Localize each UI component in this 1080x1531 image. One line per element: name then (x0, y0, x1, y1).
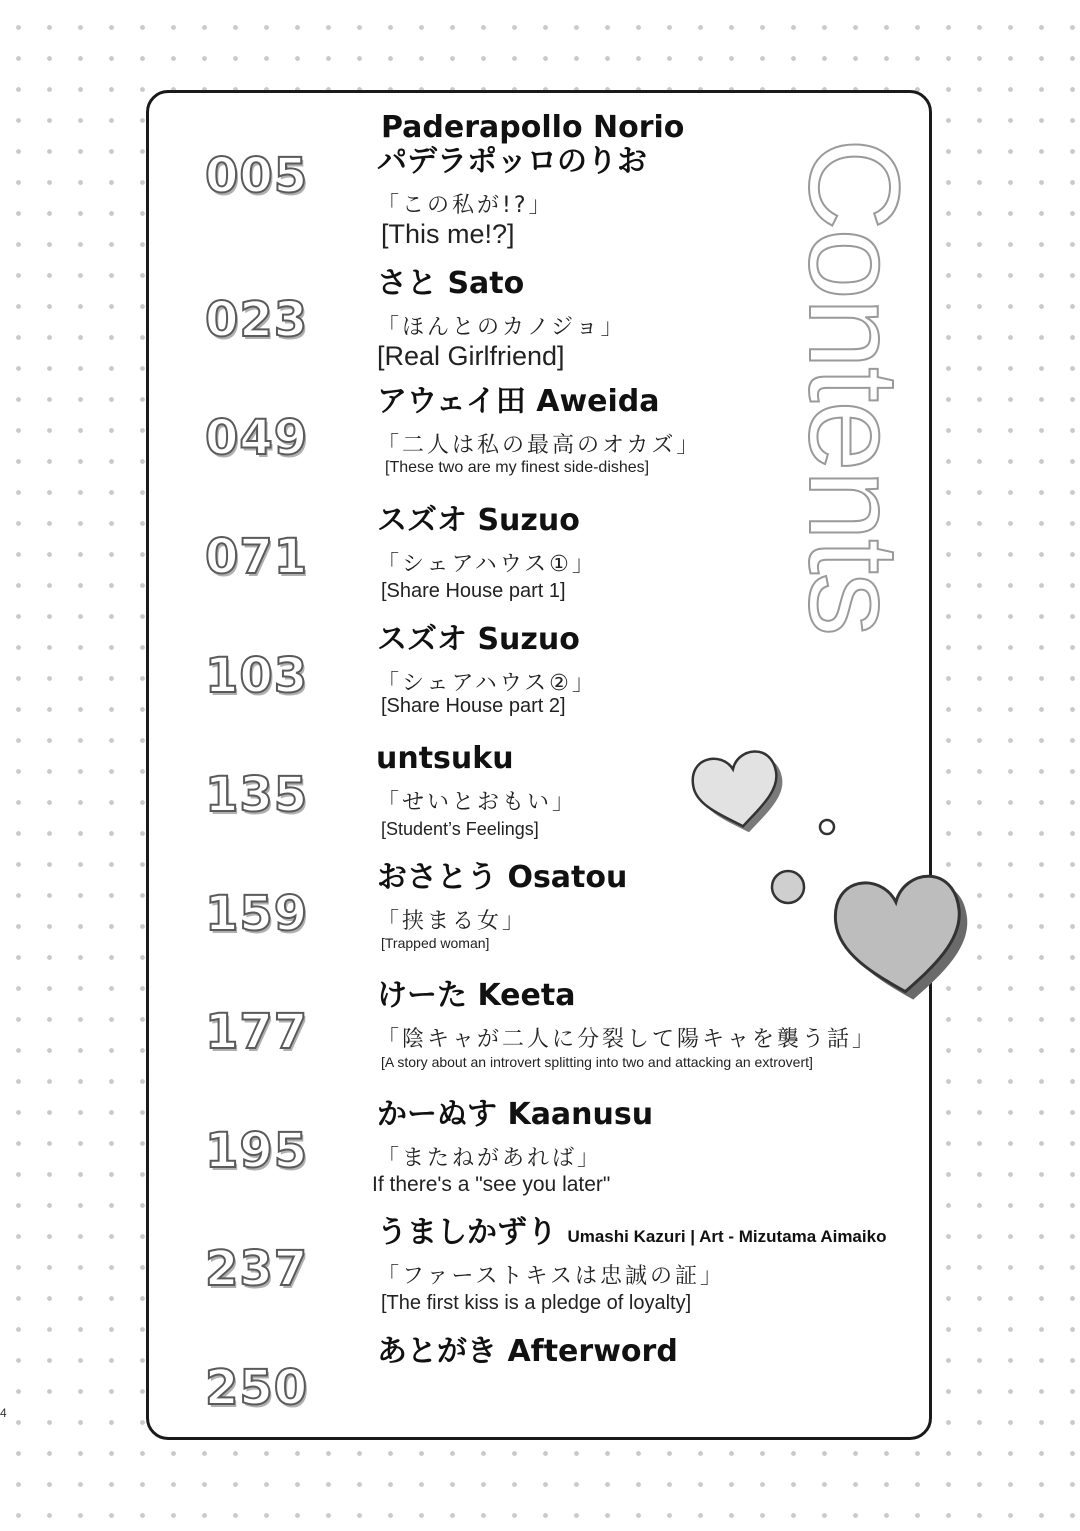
entry-title-jp: 「またねがあれば」 (377, 1146, 603, 1171)
entry-title-jp: 「シェアハウス②」 (377, 671, 597, 696)
entry-author: スズオ Suzuo (377, 503, 580, 538)
entry-title-en: [Share House part 1] (381, 580, 566, 602)
entry-title-en: [These two are my finest side-dishes] (385, 459, 650, 476)
toc-entry (0, 860, 1080, 978)
entry-title-en: [Real Girlfriend] (377, 341, 565, 371)
toc-entry (0, 384, 1080, 502)
entry-title-en: [Trapped woman] (381, 935, 490, 951)
entry-title-jp: 「せいとおもい」 (377, 790, 578, 815)
entry-page-number: 103 (205, 648, 309, 704)
entry-title-jp: 「シェアハウス①」 (377, 552, 597, 577)
entry-page-number: 135 (205, 767, 309, 823)
entry-page-number: 071 (205, 529, 309, 585)
entry-author: おさとう Osatou (377, 860, 628, 895)
entry-title-jp: 「ファーストキスは忠誠の証」 (377, 1264, 726, 1289)
entry-title-jp: 「陰キャが二人に分裂して陽キャを襲う話」 (377, 1027, 878, 1052)
toc-entry (0, 622, 1080, 740)
entry-author-jp: パデラポッロのりお (377, 144, 647, 179)
entry-title-jp: 「ほんとのカノジョ」 (377, 315, 626, 340)
entry-title-en: [A story about an introvert splitting into two and attacking an extrovert] (381, 1054, 813, 1070)
entry-author: けーた Keeta (377, 978, 576, 1013)
entry-title-en: [The first kiss is a pledge of loyalty] (381, 1292, 692, 1314)
toc-entry (0, 1097, 1080, 1215)
entry-author: さと Sato (377, 266, 525, 301)
entry-page-number: 159 (205, 886, 309, 942)
entry-page-number: 023 (205, 292, 309, 348)
toc-entry (0, 1334, 1080, 1452)
entry-page-number: 250 (205, 1360, 309, 1416)
toc-entry (0, 503, 1080, 621)
entry-title-jp: 「挟まる女」 (377, 909, 528, 934)
toc-entry (0, 110, 1080, 249)
entry-page-number: 005 (205, 148, 309, 204)
entry-title-en: [Student’s Feelings] (381, 819, 539, 839)
entry-author: スズオ Suzuo (377, 622, 580, 657)
contents-title: Contents (782, 138, 925, 635)
entry-title-en: If there's a "see you later" (372, 1173, 611, 1196)
entry-author: あとがき Afterword (377, 1334, 678, 1369)
entry-page-number: 177 (205, 1004, 309, 1060)
entry-author-credit: Umashi Kazuri | Art - Mizutama Aimaiko (567, 1227, 887, 1246)
entry-author (377, 1215, 886, 1255)
entry-title-en: [This me!?] (381, 219, 515, 249)
entry-author: アウェイ田 Aweida (377, 384, 660, 419)
entry-title-jp: 「この私が!?」 (377, 193, 554, 218)
toc-entry (0, 1215, 1080, 1333)
toc-entry (0, 978, 1080, 1096)
entry-author-jp: うましかずり (377, 1215, 557, 1250)
entry-page-number: 049 (205, 410, 309, 466)
entry-author: Paderapollo Norio (381, 110, 685, 145)
entry-author: かーぬす Kaanusu (377, 1097, 654, 1132)
entry-page-number: 237 (205, 1241, 309, 1297)
toc-entry (0, 266, 1080, 384)
page-number: 4 (0, 1406, 7, 1420)
entry-title-en: [Share House part 2] (381, 695, 566, 717)
entry-page-number: 195 (205, 1123, 309, 1179)
entry-author: untsuku (376, 741, 514, 776)
toc-entry (0, 741, 1080, 859)
entry-title-jp: 「二人は私の最高のオカズ」 (377, 433, 702, 458)
